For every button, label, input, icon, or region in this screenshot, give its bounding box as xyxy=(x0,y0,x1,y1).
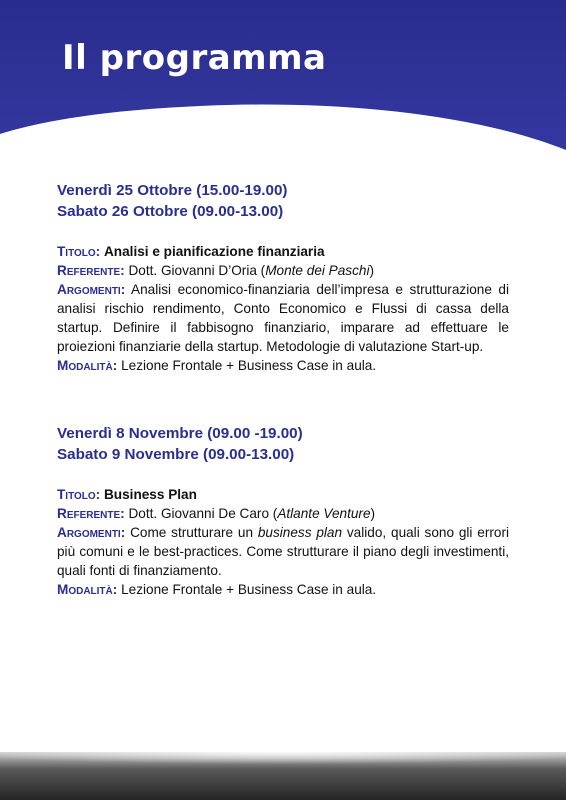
session-date-saturday: Sabato 26 Ottobre (09.00-13.00) xyxy=(57,203,284,220)
referente-value: Dott. Giovanni De Caro ( xyxy=(128,506,278,521)
titolo-value: Analisi e pianificazione finanziaria xyxy=(103,244,325,259)
referente-org: Atlante Venture xyxy=(277,506,371,521)
page-title: Il programma xyxy=(62,38,327,78)
titolo-label: Titolo: xyxy=(57,487,101,502)
referente-row xyxy=(57,261,509,280)
session-details xyxy=(57,242,509,375)
session-date-friday: Venerdì 8 Novembre (09.00 -19.00) xyxy=(57,425,303,442)
session-2 xyxy=(57,423,509,599)
session-date-saturday: Sabato 9 Novembre (09.00-13.00) xyxy=(57,446,295,463)
modalita-label: Modalità: xyxy=(57,358,118,373)
referente-close: ) xyxy=(370,506,376,521)
modalita-label: Modalità: xyxy=(57,582,118,597)
session-details xyxy=(57,485,509,599)
titolo-row xyxy=(57,242,509,261)
modalita-value: Lezione Frontale + Business Case in aula. xyxy=(121,358,377,373)
referente-close: ) xyxy=(369,263,375,278)
argomenti-label: Argomenti: xyxy=(57,525,126,540)
modalita-value: Lezione Frontale + Business Case in aula. xyxy=(121,582,377,597)
modalita-row xyxy=(57,356,509,375)
footer-bar xyxy=(0,752,566,800)
referente-value: Dott. Giovanni D’Oria ( xyxy=(128,263,266,278)
footer-gradient-shape xyxy=(0,752,566,800)
argomenti-pre: Come strutturare un xyxy=(130,525,258,540)
argomenti-label: Argomenti: xyxy=(57,282,126,297)
argomenti-row xyxy=(57,280,509,356)
argomenti-post: valido, quali sono gli errori più comuni e le best-practices. Come strutturare il piano degli investimenti, quali fonti di finanziamento. xyxy=(57,525,509,578)
argomenti-row xyxy=(57,523,509,580)
referente-label: Referente: xyxy=(57,506,125,521)
titolo-value: Business Plan xyxy=(103,487,197,502)
session-date-friday: Venerdì 25 Ottobre (15.00-19.00) xyxy=(57,182,288,199)
titolo-row xyxy=(57,485,509,504)
argomenti-emphasis: business plan xyxy=(257,525,343,540)
program-content xyxy=(57,180,509,599)
argomenti-value: Analisi economico-finanziaria dell’impresa e strutturazione di analisi rischio rendimento, Conto Economico e Flussi di cassa della startup. Definire il fabbisogno finanziario, imparare ad effettuare le proiezioni finanziarie della startup. Metodologie di valutazione Start-up. xyxy=(57,282,510,354)
modalita-row xyxy=(57,580,509,599)
session-1 xyxy=(57,180,509,375)
titolo-label: Titolo: xyxy=(57,244,101,259)
referente-row xyxy=(57,504,509,523)
referente-org: Monte dei Paschi xyxy=(265,263,370,278)
referente-label: Referente: xyxy=(57,263,125,278)
